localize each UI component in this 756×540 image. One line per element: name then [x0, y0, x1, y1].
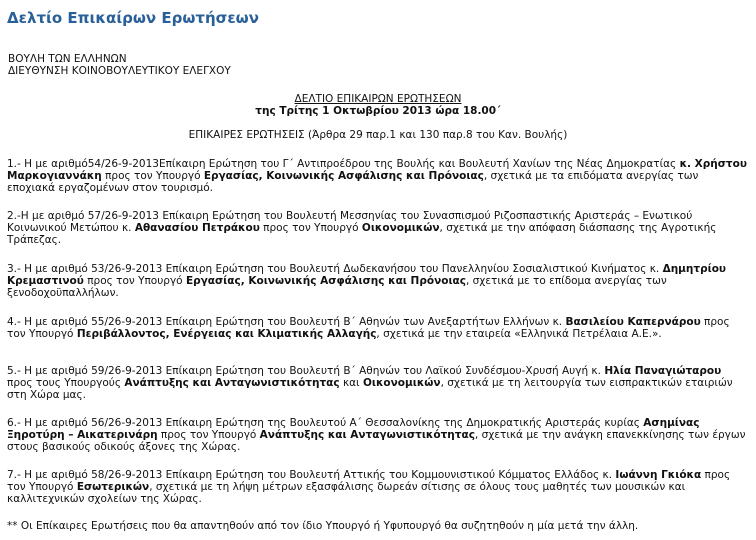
question-text: , σχετικά με τη λήψη μέτρων εξασφάλισης δωρεάν σίτισης σε όλους τους μαθητές των μουσικών και καλλιτεχνικών σχολείων της Χώρας. [7, 481, 686, 505]
issuer-line-parliament: ΒΟΥΛΗ ΤΩΝ ΕΛΛΗΝΩΝ [8, 53, 127, 65]
question-text: 2.-Η με αριθμό 57/26-9-2013 Επίκαιρη Ερώτηση του Βουλευτή Μεσσηνίας του Συνασπισμού Ριζοσπαστικής Αριστεράς – Ενωτικού Κοινωνικού Μετώπου κ. [7, 210, 693, 234]
question-text: προς τον Υπουργό [157, 429, 260, 441]
question-text: 5.- Η με αριθμό 59/26-9-2013 Επίκαιρη Ερώτηση του Βουλευτή Β΄ Αθηνών του Λαϊκού Συνδέσμου-Χρυσή Αυγή κ. [7, 365, 605, 377]
question-text: 3.- Η με αριθμό 53/26-9-2013 Επίκαιρη Ερώτηση του Βουλευτή Δωδεκανήσου του Πανελληνίου Σοσιαλιστικού Κινήματος κ. [7, 263, 663, 275]
question-text: προς τους Υπουργούς [7, 377, 125, 389]
bulletin-heading: ΔΕΛΤΙΟ ΕΠΙΚΑΙΡΩΝ ΕΡΩΤΗΣΕΩΝ [294, 93, 462, 105]
question-ministry: Οικονομικών [362, 377, 441, 389]
question-ministry: Εργασίας, Κοινωνικής Ασφάλισης και Πρόνοιας [185, 275, 466, 287]
question-text: προς τον Υπουργό [259, 222, 362, 234]
question-ministry: Εσωτερικών [76, 481, 150, 493]
question-text: , σχετικά με την απόφαση διάσπασης της Αγροτικής Τράπεζας. [7, 222, 717, 246]
question-text: προς τον Υπουργό [7, 316, 730, 340]
question-mp-name: Ιωάννη Γκιόκα [615, 469, 702, 481]
question-text: προς τον Υπουργό [7, 469, 731, 493]
question-ministry: Ανάπτυξης και Ανταγωνιστικότητας [259, 429, 475, 441]
question-text: , σχετικά με την ανάγκη επανεκκίνησης των έργων στους βασικούς οδικούς άξονες της Χώρας. [7, 429, 746, 453]
question-text: 7.- Η με αριθμό 58/26-9-2013 Επίκαιρη Ερώτηση του Βουλευτή Αττικής του Κομμουνιστικού Κόμματος Ελλάδος κ. [7, 469, 616, 481]
question-text: 1.- Η με αριθμό54/26-9-2013Επίκαιρη Ερώτηση του Γ΄ Αντιπροέδρου της Βουλής και Βουλευτή Χανίων της Νέας Δημοκρατίας [7, 158, 677, 170]
question-ministry: Οικονομικών [361, 222, 440, 234]
question-item [7, 158, 747, 194]
question-text: , σχετικά με τη λειτουργία των εισπρακτικών εταιριών στη Χώρα μας. [7, 377, 733, 401]
question-text: , σχετικά με το επίδομα ανεργίας των ξενοδοχοϋπαλλήλων. [7, 275, 667, 299]
question-text: , σχετικά με τα επιδόματα ανεργίας των εποχιακά εργαζομένων στον τουρισμό. [7, 170, 699, 194]
question-mp-name: Βασιλείου Καπερνάρου [565, 316, 701, 328]
issuer-header [8, 53, 231, 77]
question-item [7, 469, 747, 505]
question-text: προς τον Υπουργό [83, 275, 186, 287]
question-item [7, 417, 747, 453]
footnote: ** Οι Επίκαιρες Ερωτήσεις που θα απαντηθούν από τον ίδιο Υπουργό ή Υφυπουργό θα συζητηθούν η μία μετά την άλλη. [7, 520, 639, 532]
page-title: Δελτίο Επικαίρων Ερωτήσεων [7, 9, 259, 27]
question-item [7, 365, 747, 401]
question-mp-name: Αθανασίου Πετράκου [134, 222, 260, 234]
question-mp-name: Ηλία Παναγιώταρου [604, 365, 722, 377]
question-text: 4.- Η με αριθμό 55/26-9-2013 Επίκαιρη Ερώτηση του Βουλευτή Β΄ Αθηνών των Ανεξαρτήτων Ελλήνων κ. [7, 316, 566, 328]
question-item [7, 316, 747, 340]
question-ministry: Εργασίας, Κοινωνικής Ασφάλισης και Πρόνοιας [203, 170, 484, 182]
question-item [7, 263, 747, 299]
bulletin-subheading: ΕΠΙΚΑΙΡΕΣ ΕΡΩΤΗΣΕΙΣ (Άρθρα 29 παρ.1 και 130 παρ.8 του Καν. Βουλής) [188, 129, 568, 141]
question-mp-name: Ασημίνας Ξηροτύρη – Αικατερινάρη [7, 417, 700, 441]
bulletin-heading-block [0, 93, 756, 117]
question-ministry: Περιβάλλοντος, Ενέργειας και Κλιματικής Αλλαγής [76, 328, 377, 340]
question-text: , σχετικά με την εταιρεία «Ελληνικά Πετρέλαια Α.Ε.». [376, 328, 662, 340]
question-text: προς τον Υπουργό [101, 170, 204, 182]
issuer-line-directorate: ΔΙΕΥΘΥΝΣΗ ΚΟΙΝΟΒΟΥΛΕΥΤΙΚΟΥ ΕΛΕΓΧΟΥ [8, 65, 231, 77]
question-mp-name: Δημητρίου Κρεμαστινού [7, 263, 726, 287]
bulletin-date: της Τρίτης 1 Οκτωβρίου 2013 ώρα 18.00΄ [255, 105, 501, 117]
question-ministry: Ανάπτυξης και Ανταγωνιστικότητας [124, 377, 340, 389]
question-item [7, 210, 747, 246]
question-text: και [339, 377, 363, 389]
question-text: 6.- Η με αριθμό 56/26-9-2013 Επίκαιρη Ερώτηση της Βουλευτού Α΄ Θεσσαλονίκης της Δημοκρατικής Αριστεράς κυρίας [7, 417, 644, 429]
question-mp-name: κ. Χρήστου Μαρκογιαννάκη [7, 158, 747, 182]
